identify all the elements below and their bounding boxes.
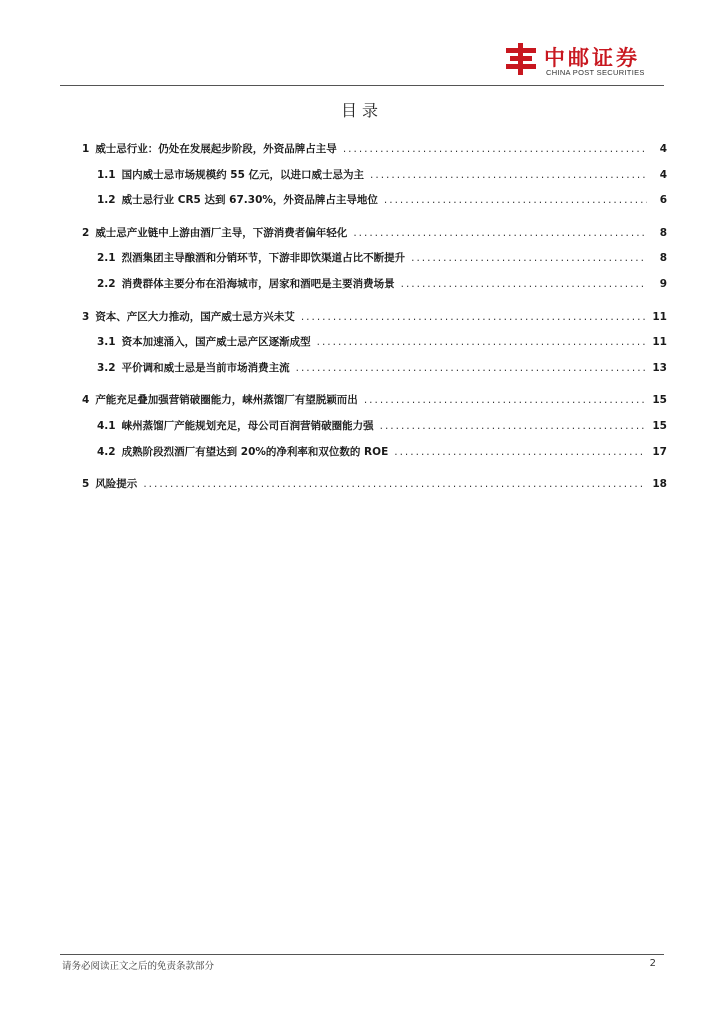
toc-leader-dots bbox=[343, 137, 647, 163]
toc-entry-page: 17 bbox=[652, 445, 667, 458]
toc-entry-text: 消费群体主要分布在沿海城市，居家和酒吧是主要消费场景 bbox=[121, 277, 395, 290]
toc-entry-page: 11 bbox=[652, 336, 667, 349]
page-number: 2 bbox=[649, 958, 656, 969]
toc-entry[interactable] bbox=[82, 472, 667, 498]
toc-leader-dots bbox=[364, 388, 647, 414]
toc-entry-text: 威士忌行业 CR5 达到 67.30%，外资品牌占主导地位 bbox=[121, 194, 378, 207]
logo-chinese-name: 中邮证券 bbox=[544, 46, 640, 70]
toc-leader-dots bbox=[317, 330, 647, 356]
toc-leader-dots bbox=[301, 305, 647, 331]
toc-leader-dots bbox=[296, 356, 647, 382]
china-post-logo-icon bbox=[504, 42, 538, 76]
toc-entry-text: 资本加速涌入，国产威士忌产区逐渐成型 bbox=[121, 336, 311, 349]
toc-entry[interactable] bbox=[82, 388, 667, 414]
toc-entry-page: 13 bbox=[652, 361, 667, 374]
toc-entry-number: 2.1 bbox=[97, 252, 116, 265]
toc-entry-page: 11 bbox=[652, 310, 667, 323]
toc-entry-number: 4.1 bbox=[97, 419, 116, 432]
toc-entry[interactable] bbox=[82, 188, 667, 214]
toc-leader-dots bbox=[353, 221, 647, 247]
toc-entry[interactable] bbox=[82, 246, 667, 272]
toc-entry-page: 8 bbox=[659, 226, 667, 239]
toc-entry-text: 成熟阶段烈酒厂有望达到 20%的净利率和双位数的 ROE bbox=[121, 445, 389, 458]
footer-divider bbox=[60, 954, 664, 955]
toc-entry-number: 3 bbox=[82, 310, 90, 323]
toc-entry-page: 18 bbox=[652, 478, 667, 491]
toc-entry[interactable] bbox=[82, 272, 667, 298]
toc-entry[interactable] bbox=[82, 414, 667, 440]
logo-english-name: CHINA POST SECURITIES bbox=[546, 68, 645, 77]
company-logo bbox=[504, 38, 664, 84]
toc-entry-text: 资本、产区大力推动，国产威士忌方兴未艾 bbox=[95, 310, 295, 323]
toc-entry-page: 15 bbox=[652, 394, 667, 407]
toc-leader-dots bbox=[384, 188, 647, 214]
toc-entry-text: 国内威士忌市场规模约 55 亿元，以进口威士忌为主 bbox=[121, 168, 365, 181]
toc-leader-dots bbox=[143, 472, 646, 498]
toc-entry-number: 4.2 bbox=[97, 445, 116, 458]
toc-entry-text: 平价调和威士忌是当前市场消费主流 bbox=[121, 361, 290, 374]
toc-entry-page: 15 bbox=[652, 419, 667, 432]
toc-entry-number: 2.2 bbox=[97, 277, 116, 290]
toc-entry-page: 8 bbox=[659, 252, 667, 265]
toc-entry[interactable] bbox=[82, 356, 667, 382]
toc-entry-page: 9 bbox=[659, 277, 667, 290]
header-divider bbox=[60, 85, 664, 86]
toc-entry-text: 威士忌行业：仍处在发展起步阶段，外资品牌占主导 bbox=[95, 143, 337, 155]
toc-entry-number: 4 bbox=[82, 394, 90, 407]
toc-entry-text: 风险提示 bbox=[95, 478, 138, 491]
toc-leader-dots bbox=[370, 163, 647, 189]
toc-entry-page: 4 bbox=[659, 143, 667, 155]
toc-entry-text: 崃州蒸馏厂产能规划充足，母公司百润营销破圈能力强 bbox=[121, 419, 374, 432]
toc-entry[interactable] bbox=[82, 163, 667, 189]
toc-leader-dots bbox=[380, 414, 647, 440]
toc-entry-page: 4 bbox=[659, 168, 667, 181]
toc-entry-number: 5 bbox=[82, 478, 90, 491]
toc-leader-dots bbox=[401, 272, 647, 298]
disclaimer-note: 请务必阅读正文之后的免责条款部分 bbox=[62, 961, 215, 972]
toc-entry-text: 产能充足叠加强营销破圈能力，崃州蒸馏厂有望脱颖而出 bbox=[95, 394, 358, 407]
toc-leader-dots bbox=[411, 246, 647, 272]
toc-entry[interactable] bbox=[82, 137, 667, 163]
toc-entry-number: 2 bbox=[82, 226, 90, 239]
toc-entry-number: 3.1 bbox=[97, 336, 116, 349]
toc-title: 目录 bbox=[340, 101, 383, 120]
table-of-contents bbox=[82, 137, 667, 498]
toc-entry-text: 威士忌产业链中上游由酒厂主导，下游消费者偏年轻化 bbox=[95, 226, 348, 239]
toc-entry[interactable] bbox=[82, 330, 667, 356]
toc-entry-number: 1 bbox=[82, 143, 90, 155]
page-header bbox=[60, 38, 664, 86]
toc-entry[interactable] bbox=[82, 305, 667, 331]
toc-leader-dots bbox=[394, 440, 646, 466]
toc-entry-text: 烈酒集团主导酿酒和分销环节，下游非即饮渠道占比不断提升 bbox=[121, 252, 406, 265]
toc-entry[interactable] bbox=[82, 440, 667, 466]
toc-entry-number: 1.1 bbox=[97, 168, 116, 181]
toc-entry-number: 3.2 bbox=[97, 361, 116, 374]
toc-entry-page: 6 bbox=[659, 194, 667, 207]
toc-entry[interactable] bbox=[82, 221, 667, 247]
toc-entry-number: 1.2 bbox=[97, 194, 116, 207]
